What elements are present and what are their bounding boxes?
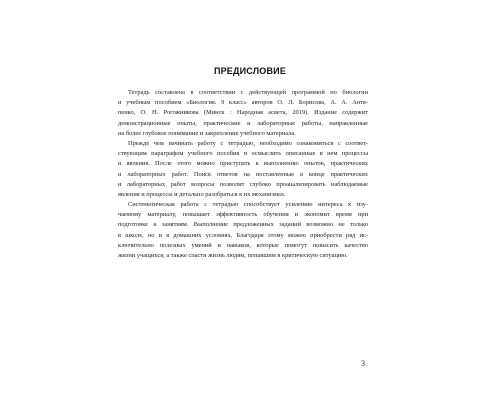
text-line: и явления. После этого можно приступать к выполнению опытов, практических [118, 160, 368, 168]
text-line: пенко, О. Н. Рогожникова (Минск : Народная асвета, 2019). Издание содержит [118, 109, 368, 117]
preface-body [118, 88, 368, 261]
text-line: подготовке к занятиям. Выполнение предложенных заданий возможно не только [118, 221, 368, 229]
page-heading: ПРЕДИСЛОВИЕ [213, 66, 287, 76]
text-line: жизни учащихся, а также спасти жизнь людям, попавшим в критическую ситуацию. [118, 252, 348, 259]
text-line: и лабораторных работ вопросы позволит глубоко проанализировать наблюдаемые [118, 180, 368, 188]
text-line: ствующим параграфом учебного пособия и осмыслить описанные в нем процессы [118, 150, 368, 158]
text-line: Прежде чем начинать работу с тетрадью, необходимо ознакомиться с соответ- [128, 139, 368, 147]
page-number: 3 [361, 359, 365, 368]
text-line: демонстрационные опыты, практические и лабораторные работы, направленные [118, 119, 368, 127]
text-line: на более глубокое понимание и закрепление учебного материала. [118, 129, 296, 137]
text-line: и учебным пособием «Биология. 9 класс» авторов О. Л. Борисова, А. А. Антя- [118, 99, 368, 107]
text-line: чаемому материалу, повышает эффективность обучения и экономит время при [118, 211, 368, 219]
text-line: явления и процессы и детально разобраться в их механизмах. [118, 190, 286, 198]
text-line: ключительно полезных умений и навыков, которые помогут повысить качество [118, 241, 368, 249]
text-line: и лабораторных работ. Поиск ответов на поставленные в конце практических [118, 170, 368, 178]
text-line: в школе, но и в домашних условиях. Благодаря этому можно приобрести ряд ис- [118, 231, 368, 239]
text-line: Тетрадь составлена в соответствии с действующей программой по биологии [128, 89, 368, 96]
text-line: Систематическая работа с тетрадью способствует усилению интереса к изу- [128, 201, 368, 209]
